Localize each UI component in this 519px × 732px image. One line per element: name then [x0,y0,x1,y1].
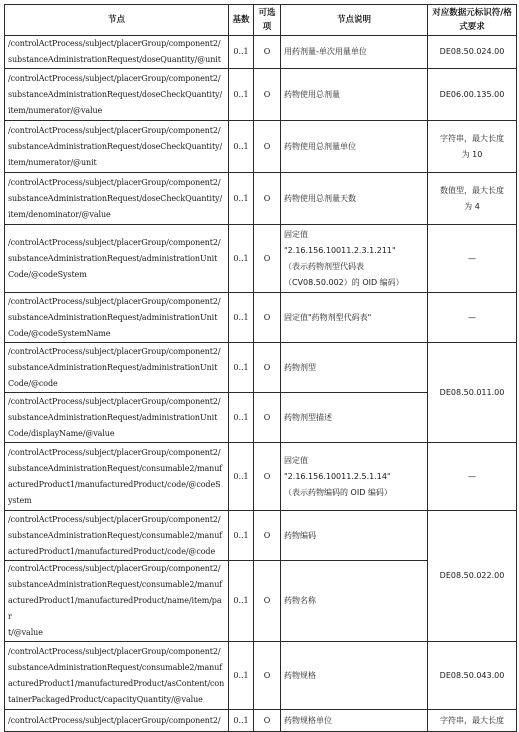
table-row [5,343,517,393]
format-cell [428,710,517,732]
optional-cell: O [254,69,281,121]
cell-line: substanceAdministrationRequest/consumable2/manuf [8,580,223,589]
cell-line: （CV08.50.002）的 OID 编码） [284,277,404,287]
cell-line: 药物使用总剂量单位 [284,141,356,151]
cell-line: /controlActProcess/subject/placerGroup/component2/ [8,39,221,48]
cell-line: DE08.50.024.00 [439,47,505,56]
node-path-cell [5,293,229,343]
cell-line: 药物剂型描述 [284,412,332,422]
cell-line: 药物编码 [284,530,316,540]
cell-line: 固定值"药物剂型代码表" [284,312,372,322]
cardinality-cell: 0..1 [229,121,254,173]
header-node: 节点 [5,5,229,36]
description-cell [281,443,428,511]
description-cell [281,69,428,121]
cell-line: Code/displayName/@value [8,428,115,438]
cell-line: （表示药物编码的 OID 编码） [284,487,392,497]
table-row [5,225,517,293]
optional-cell: O [254,443,281,511]
table-row [5,710,517,732]
cell-line: DE08.50.022.00 [439,571,505,580]
cell-line: 用药剂量-单次用量单位 [284,47,367,56]
cell-line: substanceAdministrationRequest/consumable2/manuf [8,463,223,473]
cell-line: 固定值 [284,455,308,465]
cell-line: substanceAdministrationRequest/consumable2/manuf [8,662,223,672]
table-row [5,36,517,69]
description-cell [281,710,428,732]
format-cell [428,511,517,642]
cardinality-cell: 0..1 [229,710,254,732]
cell-line: 药物使用总剂量天数 [284,193,356,203]
header-format: 对应数据元标识符/格式要求 [428,5,517,36]
cell-line: substanceAdministrationRequest/doseQuantity/@unit [8,55,221,64]
description-cell [281,121,428,173]
cell-line: 字符串，最大长度 [440,715,504,725]
table-row [5,642,517,710]
cell-line: acturedProduct1/manufacturedProduct/code/@codeS [8,479,221,489]
cell-line: /controlActProcess/subject/placerGroup/component2/ [8,447,221,457]
optional-cell: O [254,36,281,69]
optional-cell: O [254,293,281,343]
cell-line: substanceAdministrationRequest/doseCheckQuantity/ [8,89,223,99]
node-path-cell [5,511,229,561]
table-row [5,69,517,121]
cardinality-cell: 0..1 [229,642,254,710]
cell-line: substanceAdministrationRequest/administrationUnit [8,312,218,322]
cell-line: Code/@codeSystemName [8,328,111,338]
cell-line: /controlActProcess/subject/placerGroup/component2/ [8,715,221,725]
description-cell [281,343,428,393]
cardinality-cell: 0..1 [229,293,254,343]
optional-cell: O [254,393,281,443]
format-cell [428,173,517,225]
cardinality-cell: 0..1 [229,561,254,642]
table-row [5,511,517,561]
table-row [5,121,517,173]
description-cell [281,293,428,343]
cardinality-cell: 0..1 [229,343,254,393]
cell-line: 为 4 [464,201,480,211]
cell-line: 固定值 [284,229,308,239]
format-cell [428,293,517,343]
cell-line: 药物使用总剂量 [284,89,340,99]
optional-cell: O [254,511,281,561]
cardinality-cell: 0..1 [229,511,254,561]
node-path-cell [5,561,229,642]
cell-line: — [468,312,476,322]
cell-line: /controlActProcess/subject/placerGroup/component2/ [8,125,221,135]
cell-line: substanceAdministrationRequest/doseCheckQuantity/ [8,141,223,151]
cell-line: item/denominator/@value [8,209,111,219]
optional-cell: O [254,561,281,642]
optional-cell: O [254,343,281,393]
cell-line: /controlActProcess/subject/placerGroup/component2/ [8,646,221,656]
cell-line: /controlActProcess/subject/placerGroup/component2/ [8,346,221,356]
node-path-cell [5,443,229,511]
node-path-cell [5,642,229,710]
description-cell [281,173,428,225]
cell-line: substanceAdministrationRequest/administrationUnit [8,412,218,422]
description-cell [281,561,428,642]
cell-line: 药物规格 [284,670,316,680]
cell-line: — [468,471,476,481]
format-cell [428,225,517,293]
format-cell [428,443,517,511]
cell-line: substanceAdministrationRequest/doseCheckQuantity/ [8,193,223,203]
cell-line: acturedProduct1/manufacturedProduct/asContent/con [8,678,225,688]
cell-line: 为 10 [461,149,483,159]
cell-line: 字符串，最大长度 [440,133,504,143]
format-cell [428,642,517,710]
node-path-cell [5,36,229,69]
node-path-cell [5,69,229,121]
table-body [5,36,517,732]
cell-line: substanceAdministrationRequest/administrationUnit [8,253,218,263]
description-cell [281,36,428,69]
cardinality-cell: 0..1 [229,36,254,69]
cell-line: Code/@code [8,378,58,388]
cell-line: /controlActProcess/subject/placerGroup/component2/ [8,296,221,306]
cell-line: 药物名称 [284,596,316,605]
cell-line: /controlActProcess/subject/placerGroup/component2/ [8,514,221,524]
cell-line: tainerPackagedProduct/capacityQuantity/@value [8,694,203,704]
header-base: 基数 [229,5,254,36]
cardinality-cell: 0..1 [229,69,254,121]
cell-line: — [468,253,476,263]
data-element-table [4,4,517,732]
format-cell [428,343,517,443]
table-row [5,443,517,511]
cell-line: DE06.00.135.00 [439,89,505,99]
cell-line: 数值型，最大长度 [440,185,504,195]
cell-line: t/@value [8,628,43,637]
table-row [5,293,517,343]
description-cell [281,511,428,561]
node-path-cell [5,710,229,732]
description-cell [281,393,428,443]
cell-line: substanceAdministrationRequest/administrationUnit [8,362,218,372]
header-desc: 节点说明 [281,5,428,36]
cell-line: /controlActProcess/subject/placerGroup/component2/ [8,237,221,247]
cell-line: "2.16.156.10011.2.5.1.14" [284,471,391,481]
cell-line: （表示药物剂型代码表 [284,261,364,271]
cell-line: item/numerator/@unit [8,157,97,167]
cell-line: DE08.50.043.00 [439,670,505,680]
cardinality-cell: 0..1 [229,225,254,293]
cardinality-cell: 0..1 [229,173,254,225]
format-cell [428,121,517,173]
node-path-cell [5,343,229,393]
node-path-cell [5,173,229,225]
cell-line: /controlActProcess/subject/placerGroup/component2/ [8,396,221,406]
cell-line: 药物规格单位 [284,715,332,725]
cell-line: /controlActProcess/subject/placerGroup/component2/ [8,177,221,187]
optional-cell: O [254,173,281,225]
cell-line: "2.16.156.10011.2.3.1.211" [284,245,396,255]
cell-line: ystem [8,495,32,505]
table-row [5,173,517,225]
description-cell [281,225,428,293]
node-path-cell [5,225,229,293]
cell-line: acturedProduct1/manufacturedProduct/name/item/par [8,596,222,621]
cardinality-cell: 0..1 [229,443,254,511]
cell-line: Code/@codeSystem [8,269,87,279]
optional-cell: O [254,642,281,710]
optional-cell: O [254,710,281,732]
cell-line: item/numerator/@value [8,105,103,115]
table-header-row [5,5,517,36]
cell-line: DE08.50.011.00 [439,387,505,397]
cell-line: /controlActProcess/subject/placerGroup/component2/ [8,564,221,573]
node-path-cell [5,121,229,173]
cell-line: acturedProduct1/manufacturedProduct/code/@code [8,546,216,556]
optional-cell: O [254,225,281,293]
description-cell [281,642,428,710]
format-cell [428,36,517,69]
node-path-cell [5,393,229,443]
cardinality-cell: 0..1 [229,393,254,443]
header-optional: 可选项 [254,5,281,36]
cell-line: /controlActProcess/subject/placerGroup/component2/ [8,73,221,83]
cell-line: 药物剂型 [284,362,316,372]
cell-line: substanceAdministrationRequest/consumable2/manuf [8,530,223,540]
format-cell [428,69,517,121]
optional-cell: O [254,121,281,173]
